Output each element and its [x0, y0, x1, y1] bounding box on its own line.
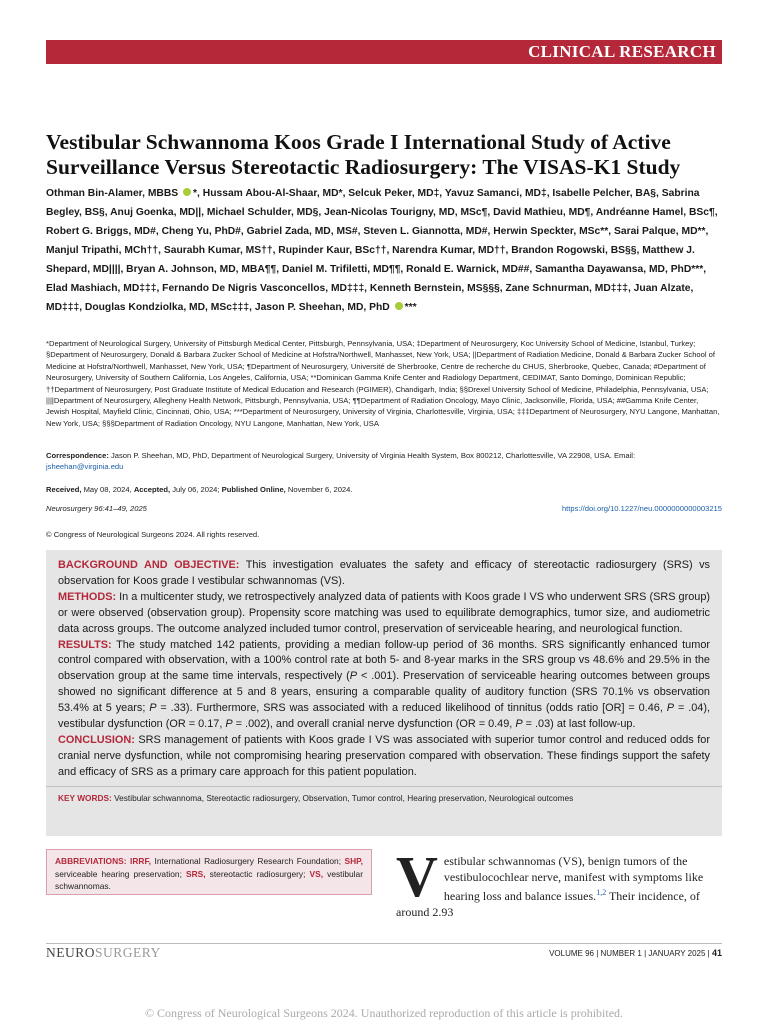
page-number: 41 [711, 948, 722, 958]
orcid-icon[interactable] [183, 188, 191, 196]
reproduction-notice: © Congress of Neurological Surgeons 2024. Unauthorized reproduction of this article is prohibited. [144, 1006, 624, 1020]
section-banner: CLINICAL RESEARCH [46, 40, 722, 64]
email-link[interactable]: jsheehan@virginia.edu [46, 462, 124, 472]
reference-link[interactable]: 1,2 [596, 888, 607, 897]
received-date: May 08, 2024, [81, 485, 134, 494]
copyright-line: © Congress of Neurological Surgeons 2024. All rights reserved. [46, 530, 260, 539]
abstract-conclusion: CONCLUSION: SRS management of patients with Koos grade I VS was associated with superior tumor control and reduced odds for cranial nerve dysfunction, while not compromising hearing preservation compared with observation. These findings support the safety and efficacy of SRS as a primary care approach for this patient population. [58, 733, 710, 778]
abstract-box [46, 550, 722, 836]
last-author-affil: *** [404, 302, 417, 313]
orcid-icon[interactable] [395, 302, 403, 310]
drop-cap: V [396, 844, 438, 909]
abstract-background: BACKGROUND AND OBJECTIVE: This investigation evaluates the safety and efficacy of stereotactic radiosurgery (SRS) vs observation for Koos grade I vestibular schwannomas (VS). [58, 559, 710, 587]
published-date: November 6, 2024. [285, 485, 353, 494]
correspondence-label: Correspondence: [46, 451, 109, 460]
accepted-date: July 06, 2024; [170, 485, 222, 494]
article-dates [46, 484, 722, 495]
abbreviations-box: ABBREVIATIONS: IRRF, International Radiosurgery Research Foundation; SHP, serviceable hearing preservation; SRS, stereotactic radiosurgery; VS, vestibular schwannomas. [46, 849, 372, 895]
article-title: Vestibular Schwannoma Koos Grade I International Study of Active Surveillance Versus Stereotactic Radiosurgery: The VISAS-K1 Study [46, 130, 681, 179]
footer-divider [46, 943, 722, 944]
author-list [46, 184, 722, 317]
keywords: KEY WORDS: Vestibular schwannoma, Stereotactic radiosurgery, Observation, Tumor control, Hearing preservation, Neurological outcomes [58, 792, 574, 803]
correspondence-text: Jason P. Sheehan, MD, PhD, Department of Neurological Surgery, University of Virginia Health System, Box 800212, Charlottesville, VA 22908, USA. Email: [108, 451, 636, 460]
doi-link[interactable]: https://doi.org/10.1227/neu.0000000000003215 [561, 504, 722, 513]
accepted-label: Accepted, [133, 485, 171, 494]
abstract-methods: METHODS: In a multicenter study, we retrospectively analyzed data of patients with Koos grade I VS who underwent SRS (SRS group) or were observed (observation group). Propensity score matching was used to equilibrate demographics, tumor size, and audiometric data across groups. The outcome analyzed included tumor control, preservation of serviceable hearing, and neurological function. [58, 590, 710, 635]
first-author: Othman Bin-Alamer, MBBS [46, 188, 179, 199]
journal-citation: Neurosurgery 96:41–49, 2025 [46, 504, 147, 513]
abstract-results: RESULTS: The study matched 142 patients, providing a median follow-up period of 36 months. SRS significantly enhanced tumor control compared with observation, with a 100% control rate at both 5- and 8-year marks in the SRS group vs 48.6% and 29.5% in the observation group at the same time intervals, respectively (P < .001). Preservation of serviceable hearing outcomes between groups showed no significant difference at 5 and 8 years, ensuring a comparable quality of auditory function (SRS 70.1% vs observation 53.4% at 5 years; P = .33). Furthermore, SRS was associated with a reduced likelihood of tinnitus (odds ratio [OR] = 0.46, P = .04), vestibular dysfunction (OR = 0.17, P = .002), and overall cranial nerve dysfunction (OR = 0.49, P = .03) at last follow-up. [58, 638, 710, 731]
affiliations: *Department of Neurological Surgery, University of Pittsburgh Medical Center, Pittsburgh, Pennsylvania, USA; ‡Department of Neurosurgery, Koc University School of Medicine, Istanbul, Turkey; §Department of Neurosurgery, Donald & Barbara Zucker School of Medicine at Hofstra/Northwell, Manhasset, New York, USA; ||Department of Radiation Medicine, Donald & Barbara Zucker School of Medicine at Hofstra/Northwell, Manhasset, New York, USA; ¶Department of Neurosurgery, Université de Sherbrooke, Centre de recherche du CHUS, Sherbrooke, Quebec, Canada; #Department of Neurosurgery, University of Southern California, Los Angeles, California, USA; **Dominican Gamma Knife Center and Radiology Department, CEDIMAT, Santo Domingo, Dominican Republic; ††Department of Neurosurgery, Post Graduate Institute of Medical Education and Research (PGIMER), Chandigarh, India; §§Drexel University School of Medicine, Philadelphia, Pennsylvania, USA; ||||Department of Neurosurgery, Allegheny Health Network, Pittsburgh, Pennsylvania, USA; ¶¶Department of Radiation Oncology, Mayo Clinic, Jacksonville, Florida, USA; ##Gamma Knife Center, Jewish Hospital, Mayfield Clinic, Cincinnati, Ohio, USA; ***Department of Neurosurgery, University of Virginia, Charlottesville, Virginia, USA; ‡‡‡Department of Neurosurgery, NYU Langone, Manhattan, New York, USA; §§§Department of Radiation Oncology, NYU Langone, Manhattan, New York, USA [46, 339, 720, 428]
author-names: *, Hussam Abou-Al-Shaar, MD*, Selcuk Peker, MD‡, Yavuz Samanci, MD‡, Isabelle Pelcher, BA§, Sabrina Begley, BS§, Anuj Goenka, MD||, Michael Schulder, MD§, Jean-Nicolas Tourigny, MD, MSc¶, David Mathieu, MD¶, Andréanne Hamel, BSc¶, Robert G. Briggs, MD#, Cheng Yu, PhD#, Gabriel Zada, MD, MS#, Steven L. Giannotta, MD#, Herwin Speckter, MSc**, Sarai Palque, MD**, Manjul Tripathi, MCh††, Saurabh Kumar, MS††, Rupinder Kaur, BSc††, Narendra Kumar, MD††, Brandon Rogowski, BS§§, Matthew J. Shepard, MD||||, Bryan A. Johnson, MD, MBA¶¶, Daniel M. Trifiletti, MD¶¶, Ronald E. Warnick, MD##, Samantha Dayawansa, MD, PhD***, Elad Mashiach, MD‡‡‡, Fernando De Nigris Vasconcellos, MD‡‡‡, Kenneth Bernstein, MS§§§, Zane Schnurman, MD‡‡‡, Juan Alzate, MD‡‡‡, Douglas Kondziolka, MD, MSc‡‡‡, Jason P. Sheehan, MD, PhD [46, 188, 718, 313]
body-text: Vestibular schwannomas (VS), benign tumors of the vestibulocochlear nerve, manifest with symptoms like hearing loss and balance issues.$^{1,2}$ Their incidence, of around 2.93 [396, 844, 704, 919]
journal-logo: NEUROSURGERY [46, 945, 161, 960]
published-label: Published Online, [221, 485, 286, 494]
correspondence [46, 450, 722, 473]
received-label: Received, [46, 485, 82, 494]
issue-info: VOLUME 96 | NUMBER 1 | JANUARY 2025 | 41 [549, 948, 722, 958]
